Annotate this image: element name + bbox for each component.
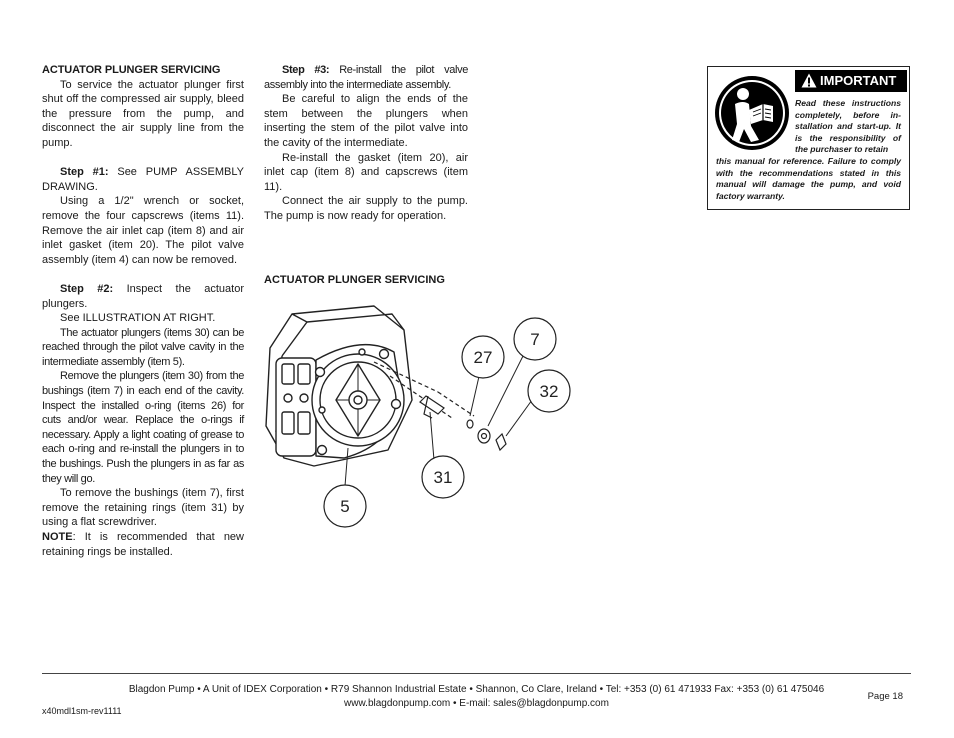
retaining-ring [496, 434, 506, 450]
note-text: : It is recommended that new retaining rings be installed. [42, 531, 244, 558]
step3-paragraph [264, 63, 468, 92]
callout-5: 5 [340, 497, 350, 516]
step2-paragraph [42, 282, 244, 311]
bushings-paragraph: To remove the bushings (item 7), first remove the retaining rings (item 31) by using a flat screwdriver. [42, 487, 244, 529]
plungers-paragraph: The actuator plungers (items 30) can be reached through the pilot valve cavity in the intermediate assembly (item 5). [42, 326, 244, 368]
align-paragraph: Be careful to align the ends of the stem between the plungers when inserting the stem of the pilot valve into the cavity of the intermediate. [264, 93, 468, 149]
document-id: x40mdl1sm-rev1111 [42, 706, 122, 716]
callout-31: 31 [433, 468, 453, 487]
reinstall-paragraph: Re-install the gasket (item 20), air inlet cap (item 8) and capscrews (item 11). [264, 151, 468, 193]
callout-7: 7 [530, 330, 540, 349]
warning-icon [801, 73, 817, 88]
plunger-o-ring [467, 420, 473, 428]
important-text-top: Read these instructions completely, before in-stallation and start-up. It is the responsibility of the purchaser to retain [795, 98, 901, 155]
step1-paragraph [42, 165, 244, 194]
illustration-heading: ACTUATOR PLUNGER SERVICING [264, 274, 445, 286]
intermediate-housing [266, 306, 412, 466]
section-heading: ACTUATOR PLUNGER SERVICING [42, 64, 221, 76]
intro-paragraph: To service the actuator plunger first shut off the compressed air supply, bleed the pressure from the pump, and disconnect the air supply line from the pump. [42, 78, 244, 149]
important-notice [707, 66, 910, 210]
step2-label: Step #2: [60, 282, 114, 295]
callout-27: 27 [473, 348, 493, 367]
middle-column [264, 63, 468, 224]
step3-label: Step #3: [282, 64, 330, 76]
read-manual-icon [713, 74, 791, 152]
footer-divider [42, 673, 911, 674]
footer-web: www.blagdonpump.com • E-mail: sales@blagdonpump.com [344, 698, 609, 709]
note-paragraph [42, 530, 244, 559]
left-column [42, 63, 244, 559]
step1-text: See PUMP ASSEMBLY DRAWING. [42, 166, 244, 193]
step2-text: Inspect the actuator plungers. [42, 282, 245, 310]
step3-text: Re-install the pilot valve assembly into the intermediate assembly. [264, 64, 468, 91]
remove-plungers-paragraph: Remove the plungers (item 30) from the bushings (item 7) in each end of the cavity. Inspect the installed o-ring (items 26) for cuts and/or wear. Replace the o-rings if necessary. Apply a light coating of grease to each o-ring and re-install the plungers in to the bushings. Push the plungers in as far as they will go. [42, 370, 244, 485]
illustration-ref: See ILLUSTRATION AT RIGHT. [60, 312, 216, 325]
important-banner [795, 70, 907, 92]
page-number: Page 18 [867, 691, 903, 702]
wrench-paragraph: Using a 1/2" wrench or socket, remove the four capscrews (items 11). Remove the air inlet cap (item 8) and air inlet gasket (item 20). The pilot valve assembly (item 4) can now be removed. [42, 195, 244, 266]
note-label: NOTE [42, 531, 73, 543]
important-text-bottom: this manual for reference. Failure to comply with the recommendations stated in this manual will damage the pump, and void factory warranty. [716, 156, 901, 201]
callout-32: 32 [539, 382, 559, 401]
actuator-plunger-illustration [262, 300, 582, 535]
footer-address: Blagdon Pump • A Unit of IDEX Corporation • R79 Shannon Industrial Estate • Shannon, Co Clare, Ireland • Tel: +353 (0) 61 471933 Fax: +353 (0) 61 475046 [128, 684, 825, 695]
important-title: IMPORTANT [820, 73, 897, 88]
step1-label: Step #1: [60, 166, 109, 179]
connect-paragraph: Connect the air supply to the pump. The pump is now ready for operation. [264, 195, 468, 222]
